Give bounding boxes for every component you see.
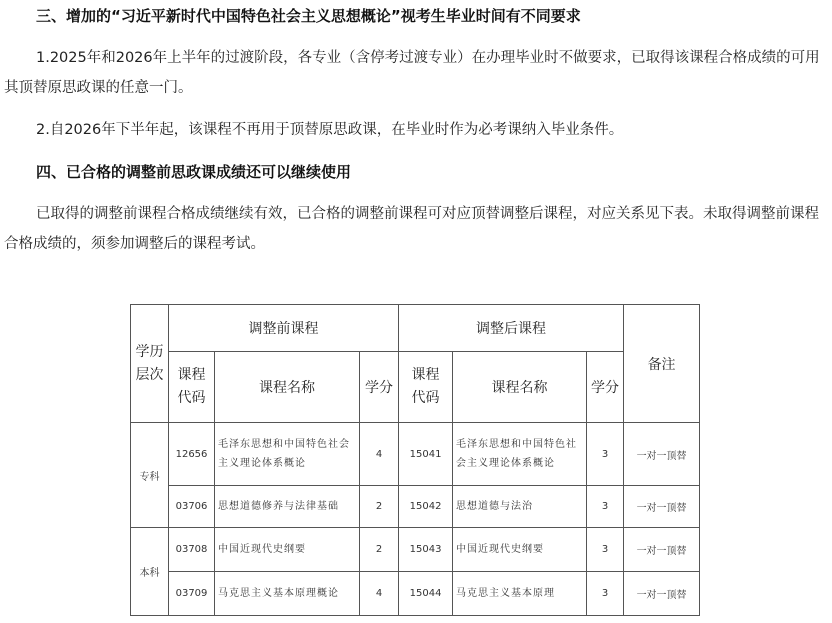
section-3-heading: 三、增加的“习近平新时代中国特色社会主义思想概论”视考生毕业时间有不同要求 bbox=[36, 7, 581, 25]
old-credit-cell: 2 bbox=[360, 486, 399, 528]
header-new-code-line-1: 课程 bbox=[411, 367, 440, 383]
note-cell: 一对一顶替 bbox=[624, 423, 700, 486]
old-credit-cell: 4 bbox=[360, 572, 399, 616]
header-level bbox=[131, 305, 169, 423]
old-name-cell: 马克思主义基本原理概论 bbox=[215, 572, 360, 616]
header-new-code-line-2: 代码 bbox=[411, 390, 440, 406]
section-4-paragraph-1: 已取得的调整前课程合格成绩继续有效，已合格的调整前课程可对应顶替调整后课程，对应关系见下表。未取得调整前课程合格成绩的，须参加调整后的课程考试。 bbox=[4, 206, 819, 252]
table-header-row-1 bbox=[131, 305, 700, 352]
old-name-cell: 中国近现代史纲要 bbox=[215, 528, 360, 572]
new-name-cell: 思想道德与法治 bbox=[453, 486, 587, 528]
new-code-cell: 15042 bbox=[399, 486, 453, 528]
section-3-paragraph-1: 1.2025年和2026年上半年的过渡阶段，各专业（含停考过渡专业）在办理毕业时不做要求，已取得该课程合格成绩的可用其顶替原思政课的任意一门。 bbox=[4, 50, 820, 96]
new-credit-cell: 3 bbox=[587, 528, 624, 572]
table-row bbox=[131, 486, 700, 528]
section-4-heading: 四、已合格的调整前思政课成绩还可以继续使用 bbox=[36, 163, 352, 181]
old-code-cell: 03709 bbox=[169, 572, 215, 616]
header-old-code-line-1: 课程 bbox=[177, 367, 206, 383]
note-cell: 一对一顶替 bbox=[624, 486, 700, 528]
table-header-row-2 bbox=[131, 352, 700, 423]
level-cell: 专科 bbox=[131, 423, 169, 528]
new-code-cell: 15041 bbox=[399, 423, 453, 486]
header-new-code bbox=[399, 352, 453, 423]
new-code-cell: 15044 bbox=[399, 572, 453, 616]
course-mapping-table bbox=[130, 304, 700, 616]
section-3-paragraph-2: 2.自2026年下半年起，该课程不再用于顶替原思政课，在毕业时作为必考课纳入毕业条件。 bbox=[36, 122, 624, 138]
old-code-cell: 12656 bbox=[169, 423, 215, 486]
table-row bbox=[131, 572, 700, 616]
header-before-course: 调整前课程 bbox=[169, 305, 399, 352]
new-name-cell: 中国近现代史纲要 bbox=[453, 528, 587, 572]
header-level-line-1: 学历 bbox=[135, 343, 164, 360]
header-new-name: 课程名称 bbox=[453, 352, 587, 423]
table-row bbox=[131, 528, 700, 572]
header-after-course: 调整后课程 bbox=[399, 305, 624, 352]
new-credit-cell: 3 bbox=[587, 423, 624, 486]
new-code-cell: 15043 bbox=[399, 528, 453, 572]
old-name-cell: 思想道德修养与法律基础 bbox=[215, 486, 360, 528]
old-code-cell: 03706 bbox=[169, 486, 215, 528]
note-cell: 一对一顶替 bbox=[624, 572, 700, 616]
header-old-code-line-2: 代码 bbox=[177, 390, 206, 406]
header-level-line-2: 层次 bbox=[135, 366, 164, 383]
header-old-name: 课程名称 bbox=[215, 352, 360, 423]
new-credit-cell: 3 bbox=[587, 572, 624, 616]
level-cell: 本科 bbox=[131, 528, 169, 616]
old-credit-cell: 4 bbox=[360, 423, 399, 486]
header-old-credit: 学分 bbox=[360, 352, 399, 423]
old-credit-cell: 2 bbox=[360, 528, 399, 572]
header-old-code bbox=[169, 352, 215, 423]
header-note: 备注 bbox=[624, 305, 700, 423]
new-name-cell: 毛泽东思想和中国特色社会主义理论体系概论 bbox=[453, 423, 587, 486]
old-code-cell: 03708 bbox=[169, 528, 215, 572]
old-name-cell: 毛泽东思想和中国特色社会主义理论体系概论 bbox=[215, 423, 360, 486]
table-row bbox=[131, 423, 700, 486]
new-name-cell: 马克思主义基本原理 bbox=[453, 572, 587, 616]
note-cell: 一对一顶替 bbox=[624, 528, 700, 572]
new-credit-cell: 3 bbox=[587, 486, 624, 528]
header-new-credit: 学分 bbox=[587, 352, 624, 423]
